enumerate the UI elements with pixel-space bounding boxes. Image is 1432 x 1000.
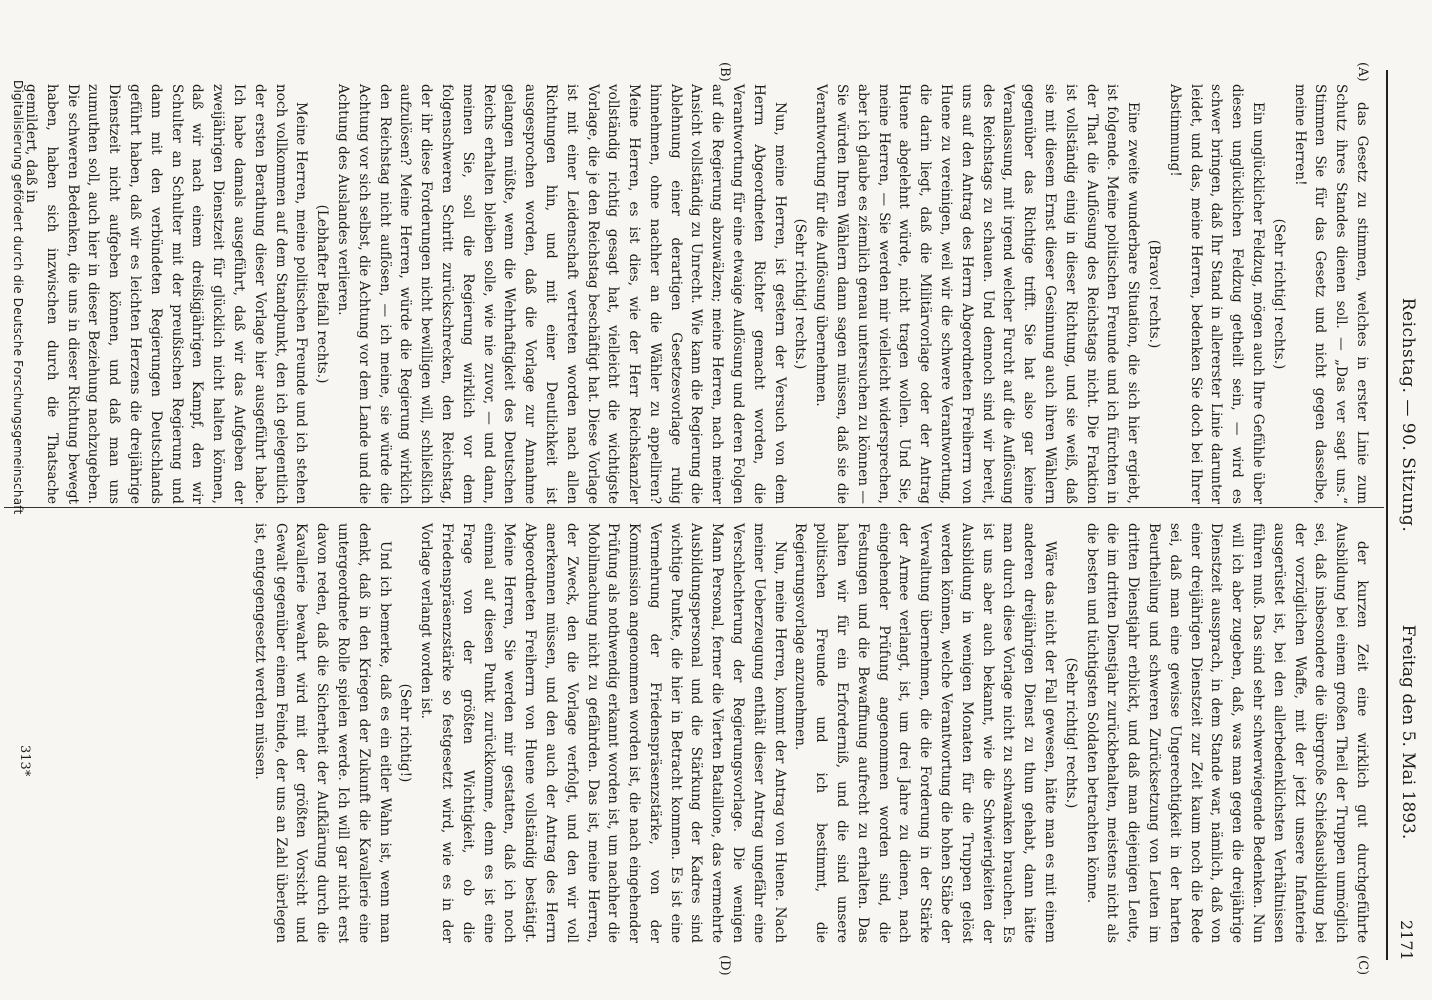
paragraph: der kurzen Zeit eine wirklich gut durchgeführte Ausbildung bei einem großen Theil der Truppen unmöglich sei, daß insbesondere die übergroße Schießausbildung bei der vorzüglichen Waffe, mit der jetzt unsere Infanterie ausgerüstet ist, bei den allerbedenklichsten Verhältnissen führen muß. Das sind sehr schwerwiegende Bedenken. Nun will ich aber zugeben, daß, was man gegen die dreijährige Dienstzeit aussprach, in dem Stande war, nämlich, daß von einer dreijährigen Dienstzeit zur Zeit kaum noch die Rede sei, daß man eine gewisse Ungerechtigkeit in der harten Beurtheilung und schweren Zurücksetzung von Leuten im dritten Dienstjahr erblickt, und daß man diejenigen Leute, die im dritten Dienstjahr zurückbehalten, meistens nicht als die besten und tüchtigsten Soldaten betrachten könne. (1083, 523, 1370, 943)
text-column-left (23, 84, 1372, 504)
paragraph: Wäre das nicht der Fall gewesen, hätte man es mit einem anderen dreijährigen Dienst zu thun gehabt, dann hätte man durch diese Vorlage nicht zu schwanken brauchen. Es ist uns aber auch bekannt, wie die Schwierigkeiten der Ausbildung in wenigen Monaten für die Truppen gelöst werden können, welche Verantwortung die hohen Stäbe der Verwaltung übernehmen, die die Forderung in der Stärke der Armee verlangt, ist, um drei Jahre zu dienen, nach eingehender Prüfung angenommen worden sind, die Festungen und die Bewaffnung aufrecht zu erhalten. Das halten wir für ein Erforderniß, und die sind unsere politischen Freunde und ich bestimmt, die Regierungsvorlage anzunehmen. (792, 523, 1059, 943)
margin-marker-b: (B) (717, 62, 732, 82)
paragraph: Eine zweite wunderbare Situation, die sich hier ergiebt, ist folgende. Meine politischen Freunde und ich fürchten in der That die Auflösung des Reichstags nicht. Die Fraktion ist vollständig einig in dieser Richtung, und sie weiß, daß sie mit diesem Ernst dieser Gesinnung auch ihren Wählern gegenüber das Richtige trifft. Sie hat also gar keine Veranlassung, mit irgend welcher Furcht auf die Auflösung des Reichstags zu schauen. Und dennoch sind wir bereit, uns auf den Antrag des Herrn Abgeordneten Freiherrn von Huene zu vereinigen, weil wir die schwere Verantwortung, die darin liegt, daß die Militärvorlage oder der Antrag Huene abgelehnt würde, nicht tragen wollen. Und Sie, meine Herren, — Sie werden mir vielleicht widersprechen, aber ich glaube es ziemlich genau untersuchen zu können — Sie würden Ihren Wählern dann sagen müssen, daß sie die Verantwortung für die Auflösung übernehmen. (813, 84, 1142, 504)
digitization-note: Digitalisierung gefördert durch die Deutsche Forschungsgemeinschaft (11, 80, 25, 515)
date-line: Freitag den 5. Mai 1893. (1398, 624, 1418, 840)
reaction-note: (Sehr richtig! rechts.) (1270, 218, 1287, 370)
paragraph: Meine Herren, meine politischen Freunde und ich stehen noch vollkommen auf dem Standpunkt, den ich gelegentlich der ersten Berathung dieser Vorlage hier ausgeführt habe. Ich habe damals ausgeführt, daß wir das Aufgeben der zweijährigen Dienstzeit für glücklich nicht halten können, daß wir nach einem dreißigjährigen Kampf, den wir Schulter an Schulter mit der preußischen Regierung und dann mit den verbündeten Regierungen Deutschlands geführt haben, daß wir es leichten Herzens die dreijährige Dienstzeit nicht aufgeben können, und daß man uns zumuthen soll, auch hier in dieser Beziehung nachzugeben. Die schweren Bedenken, die uns in dieser Richtung bewegt haben, haben sich inzwischen durch die Thatsache gemildert, daß in (23, 84, 310, 504)
reaction-note: (Lebhafter Beifall rechts.) (314, 204, 331, 384)
reaction-note: (Sehr richtig! rechts.) (1062, 657, 1079, 809)
reaction-note: (Sehr richtig! rechts.) (792, 218, 809, 370)
margin-marker-d: (D) (717, 955, 732, 976)
running-head: Reichstag. — 90. Sitzung. (1398, 297, 1418, 533)
paragraph: Nun, meine Herren, kommt der Antrag von Huene. Nach meiner Ueberzeugung enthält dieser Antrag ungefähr eine Verschlechterung der Regierungsvorlage. Die wenigen Mann Personal, ferner die Vierten Bataillone, das vermehrte Ausbildungspersonal und die Stärkung der Kadres sind wichtige Punkte, die hier in Betracht kommen. Es ist eine Vermehrung der Friedenspräsenzstärke, von der Kommission angenommen worden ist, die nach eingehender Prüfung als nothwendig erkannt worden ist, um nachher die Mobilmachung nicht zu gefährden. Das ist, meine Herren, der Zweck, den die Vorlage verfolgt, und den wir voll anerkennen müssen, und den auch der Antrag des Herrn Abgeordneten Freiherrn von Huene vollständig bestätigt. Meine Herren, Sie werden mir gestatten, daß ich noch einmal auf diesen Punkt zurückkomme, denn es ist eine Frage von der größten Wichtigkeit, ob die Friedenspräsenzstärke so festgesetzt wird, wie es in der Vorlage verlangt worden ist. (418, 523, 788, 943)
margin-marker-c: (C) (1355, 955, 1370, 976)
text-column-right (27, 523, 1372, 943)
page-number: 2171 (1397, 920, 1416, 961)
paragraph: Nun, meine Herren, ist gestern der Versuch von dem Herrn Abgeordneten Richter gemacht worden, die Verantwortung für eine etwaige Auflösung und deren Folgen auf die Regierung abzuwälzen; meine Herren, nach meiner Ansicht vollständig zu Unrecht. Wie kann die Regierung die Ablehnung einer derartigen Gesetzesvorlage ruhig hinnehmen, ohne nachher an die Wähler zu appelliren? Meine Herren, es ist dies, wie der Herr Reichskanzler vollständig richtig gesagt hat, vielleicht die wichtigste Vorlage, die je den Reichstag beschäftigt hat. Diese Vorlage ist mit einer Leidenschaft vertreten worden nach allen Richtungen hin, und mit einer Deutlichkeit ist ausgesprochen worden, daß die Vorlage zur Annahme gelangen müßte, wenn die Wehrhaftigkeit des Deutschen Reichs erhalten bleiben solle, wie nie zuvor, — und dann, meinen Sie, soll die Regierung wirklich vor dem folgenschweren Schritt zurückschrecken, den Reichstag, der ihr diese Forderungen nicht bewilligen will, schließlich aufzulösen? Meine Herren, würde die Regierung wirklich den Reichstag nicht auflösen, — ich meine, sie würde die Achtung vor sich selbst, die Achtung vor dem Lande und die Achtung des Auslandes verlieren. (334, 84, 788, 504)
column-divider (4, 507, 1384, 508)
paragraph: Ein unglücklicher Feldzug, mögen auch Ihre Gefühle über diesen unglücklichen Feldzug getheilt sein, — wird es schwer bringen, daß Ihr Stand in allererster Linie darunter leidet, und das, meine Herren, bedenken Sie doch bei Ihrer Abstimmung! (1166, 84, 1267, 504)
paragraph: das Gesetz zu stimmen, welches in erster Linie zum Schutz ihres Standes dienen soll. — „Das ver sagt uns.“ Stimmen Sie für das Gesetz und nicht gegen dasselbe, meine Herren! (1291, 84, 1370, 504)
margin-marker-a: (A) (1355, 62, 1370, 82)
reaction-note: (Sehr richtig!) (397, 683, 414, 783)
signature-mark: 313* (17, 745, 32, 777)
paragraph: Und ich bemerke, daß es ein eitler Wahn ist, wenn man denkt, daß in den Kriegen der Zukunft die Kavallerie eine untergeordnete Rolle spielen werde. Ich will gar nicht erst davon reden, daß die Sicherheit der Aufklärung durch die Kavallerie bewahrt wird mit der größten Vorsicht und Gewalt gegenüber einem Feinde, der uns an Zahl überlegen ist, entgegengesetzt werden müssen. (251, 523, 393, 943)
header-rule (1386, 70, 1388, 960)
reaction-note: (Bravo! rechts.) (1146, 239, 1163, 349)
